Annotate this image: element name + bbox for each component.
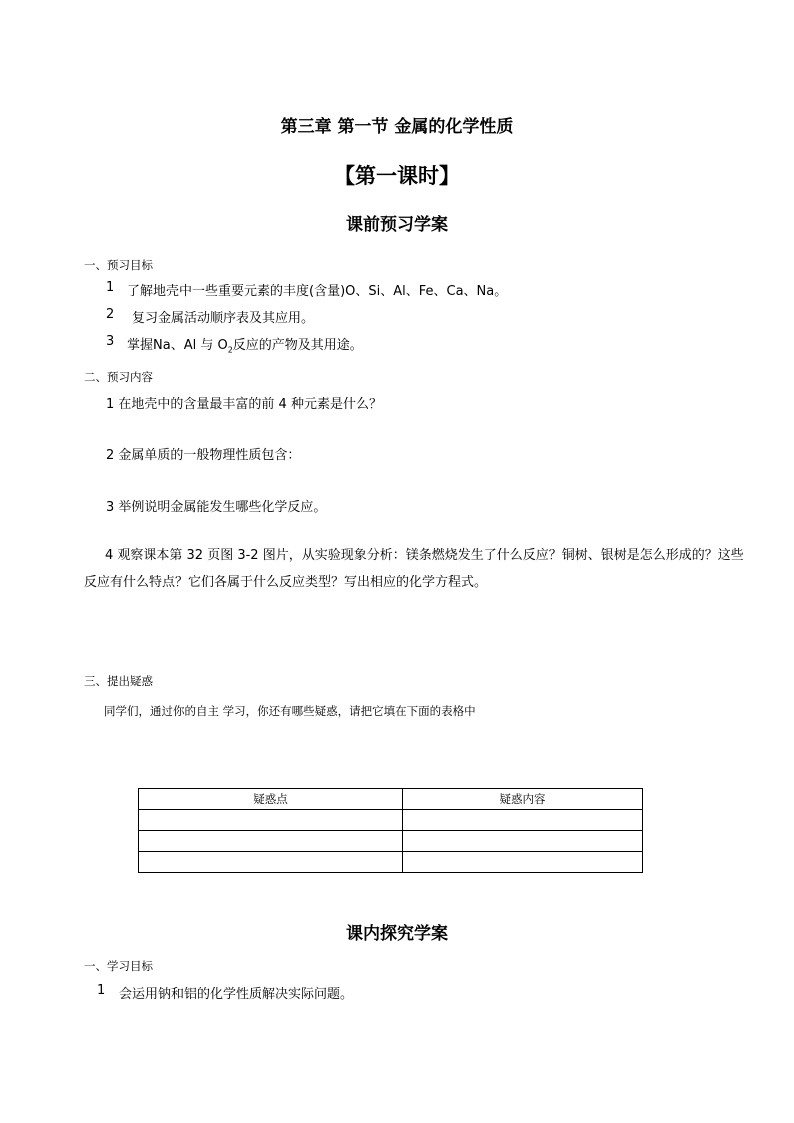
table-cell[interactable] <box>139 831 403 852</box>
goal-item-2-text: 复习金属活动顺序表及其应用。 <box>132 311 315 326</box>
table-row <box>139 831 643 852</box>
goal-item-3-text <box>127 334 363 355</box>
table-row <box>139 810 643 831</box>
question-2: 2 金属单质的一般物理性质包含： <box>106 448 301 463</box>
goal-item-3-text-before: 掌握Na、Al 与 O <box>127 338 228 353</box>
table-header-row <box>139 789 643 810</box>
table-cell[interactable] <box>139 852 403 873</box>
doubts-table <box>138 788 643 873</box>
inclass-title: 课内探究学案 <box>346 924 448 944</box>
prestudy-title: 课前预习学案 <box>346 215 448 235</box>
goal-item-3-number: 3 <box>106 334 115 349</box>
chapter-title: 第三章 第一节 金属的化学性质 <box>280 117 514 137</box>
question-1: 1 在地壳中的含量最丰富的前 4 种元素是什么？ <box>106 397 382 412</box>
table-cell[interactable] <box>403 831 643 852</box>
header-doubt-point: 疑惑点 <box>139 789 403 810</box>
section-heading-prestudy-goals: 一、预习目标 <box>84 258 153 272</box>
learning-goal-1-number: 1 <box>97 983 106 998</box>
oxygen-subscript: 2 <box>227 345 233 355</box>
learning-goal-1-text: 会运用钠和铝的化学性质解决实际问题。 <box>119 987 354 1002</box>
section-heading-doubts: 三、提出疑惑 <box>84 674 153 688</box>
section-heading-learning-goals: 一、学习目标 <box>84 959 153 973</box>
lesson-title: 【第一课时】 <box>334 163 460 188</box>
section-heading-prestudy-content: 二、预习内容 <box>84 370 153 384</box>
table-cell[interactable] <box>403 810 643 831</box>
doubts-intro: 同学们，通过你的自主 学习，你还有哪些疑惑，请把它填在下面的表格中 <box>104 704 476 718</box>
goal-item-1-number: 1 <box>106 280 115 295</box>
question-3: 3 举例说明金属能发生哪些化学反应。 <box>106 500 327 515</box>
header-doubt-content: 疑惑内容 <box>403 789 643 810</box>
goal-item-3-text-after: 反应的产物及其用途。 <box>232 338 363 353</box>
table-row <box>139 852 643 873</box>
goal-item-2-number: 2 <box>106 307 115 322</box>
goal-item-1-text: 了解地壳中一些重要元素的丰度(含量)O、Si、Al、Fe、Ca、Na。 <box>127 284 508 299</box>
question-4: 4 观察课本第 32 页图 3-2 图片，从实验现象分析：镁条燃烧发生了什么反应？铜树、银树是怎么形成的？这些反应有什么特点？它们各属于什么反应类型？写出相应的化学方程式。 <box>84 548 744 590</box>
table-cell[interactable] <box>403 852 643 873</box>
table-cell[interactable] <box>139 810 403 831</box>
